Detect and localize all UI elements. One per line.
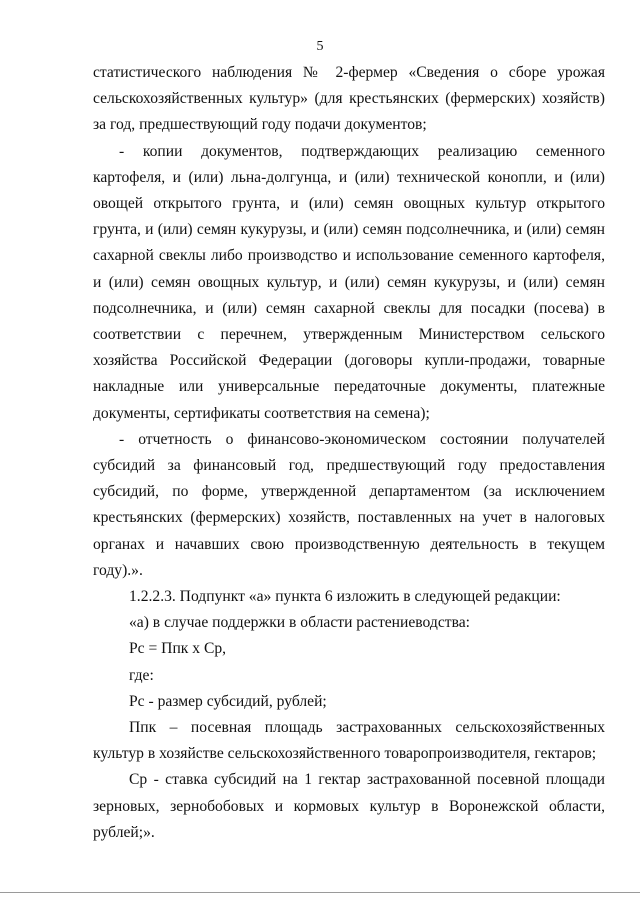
document-body: [93, 60, 605, 846]
page-bottom-rule: [0, 892, 640, 893]
paragraph-bullet-financial-report: - отчетность о финансово-экономическом состоянии получателей субсидий за финансовый год, предшествующий году предоставления субсидий, по форме, утвержденной департаментом (за исключением крестьянских (фермерских) хозяйств, поставленных на учет в налоговых органах и начавших свою производственную деятельность в текущем году).».: [93, 430, 605, 579]
paragraph-crop-support: «а) в случае поддержки в области растениеводства:: [129, 614, 470, 632]
paragraph-clause-heading: 1.2.2.3. Подпункт «а» пункта 6 изложить в следующей редакции:: [129, 588, 561, 606]
paragraph-statistical-observation: статистического наблюдения № 2-фермер «Сведения о сборе урожая сельскохозяйственных культур» (для крестьянских (фермерских) хозяйств) за год, предшествующий году подачи документов;: [93, 64, 605, 134]
formula-where: где:: [129, 666, 154, 684]
formula-line: Рс = Ппк х Ср,: [129, 640, 227, 658]
formula-def-ppk: Ппк – посевная площадь застрахованных сельскохозяйственных культур в хозяйстве сельскохозяйственного товаропроизводителя, гектаров;: [93, 719, 605, 763]
formula-def-rs: Рс - размер субсидий, рублей;: [129, 692, 327, 710]
page-number: 5: [316, 39, 324, 54]
paragraph-bullet-seed-documents: - копии документов, подтверждающих реализацию семенного картофеля, и (или) льна-долгунца, и (или) технической конопли, и (или) овощей открытого грунта, и (или) семян овощных культур открытого грунта, и (или) семян кукурузы, и (или) семян подсолнечника, и (или) семян сахарной свеклы либо производство и использование семенного картофеля, и (или) семян овощных культур, и (или) семян кукурузы, и (или) семян подсолнечника, и (или) семян сахарной свеклы для посадки (посева) в соответствии с перечнем, утвержденным Министерством сельского хозяйства Российской Федерации (договоры купли-продажи, товарные накладные или универсальные передаточные документы, платежные документы, сертификаты соответствия на семена);: [93, 142, 605, 422]
formula-def-sr: Ср - ставка субсидий на 1 гектар застрахованной посевной площади зерновых, зернобобовых и кормовых культур в Воронежской области, рублей;».: [93, 771, 605, 841]
